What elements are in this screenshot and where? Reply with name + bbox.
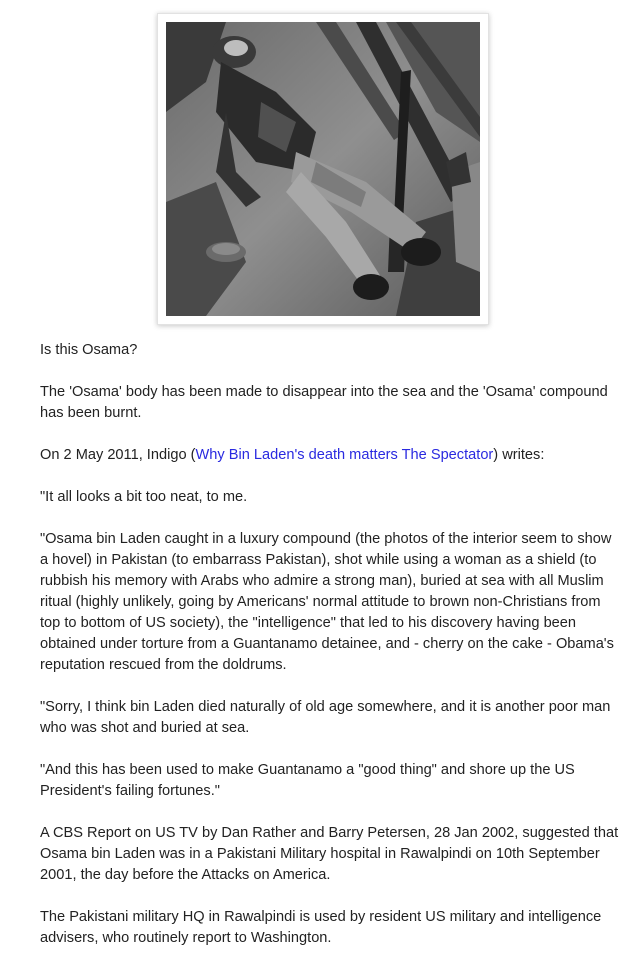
source-text-after: ) writes:: [493, 447, 545, 463]
photo-frame: [157, 13, 489, 325]
body-paragraph: The Pakistani military HQ in Rawalpindi is used by resident US military and intelligence advisers, who routinely report to Washington.: [40, 909, 602, 946]
question-paragraph: Is this Osama?: [40, 342, 138, 358]
quote-paragraph: "Osama bin Laden caught in a luxury compound (the photos of the interior seem to show a hovel) in Pakistan (to embarrass Pakistan), shot while using a woman as a shield (to rubbish his memory with Arabs who admire a strong man), buried at sea with all Muslim ritual (highly unlikely, going by Americans' normal attitude to brown non-Christians from top to bottom of US society), the "intelligence" that led to his discovery having been obtained under torture from a Guantanamo detainee, and - cherry on the cake - Obama's reputation rescued from the doldrums.: [40, 531, 614, 673]
photo-of-fallen-man-icon[interactable]: [166, 22, 480, 316]
spectator-article-link[interactable]: Why Bin Laden's death matters The Spectator: [195, 447, 494, 463]
quote-paragraph: "It all looks a bit too neat, to me.: [40, 489, 248, 505]
article-body: [40, 340, 620, 970]
quote-paragraph: "And this has been used to make Guantanamo a "good thing" and shore up the US President's failing fortunes.": [40, 762, 575, 799]
quote-paragraph: "Sorry, I think bin Laden died naturally of old age somewhere, and it is another poor man who was shot and buried at sea.: [40, 699, 611, 736]
body-paragraph: A CBS Report on US TV by Dan Rather and Barry Petersen, 28 Jan 2002, suggested that Osama bin Laden was in a Pakistani Military hospital in Rawalpindi on 10th September 2001, the day before the Attacks on America.: [40, 825, 619, 883]
body-paragraph: The 'Osama' body has been made to disappear into the sea and the 'Osama' compound has been burnt.: [40, 384, 608, 421]
source-text-before: On 2 May 2011, Indigo (: [40, 447, 196, 463]
source-paragraph: [40, 445, 620, 466]
